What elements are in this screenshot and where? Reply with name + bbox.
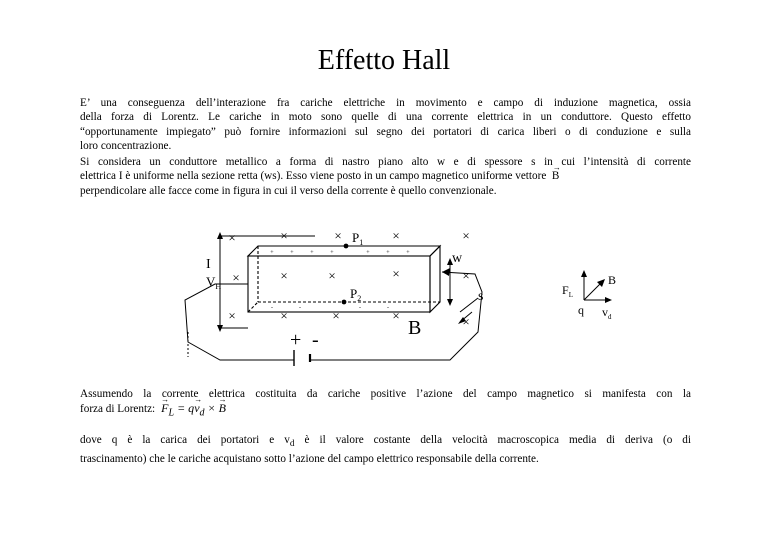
- minus-charge: -: [299, 305, 301, 311]
- label-s: s: [478, 289, 484, 304]
- lorentz-formula: [161, 401, 226, 419]
- field-cross: ×: [332, 308, 340, 323]
- label-w: w: [452, 251, 463, 266]
- label-i: I: [206, 257, 211, 272]
- label-p1: $P_1$: [352, 230, 364, 247]
- field-cross: ×: [280, 268, 288, 283]
- setup-line: perpendicolare alle facce come in figura in cui il verso della corrente è quello convenzionale.: [80, 184, 497, 197]
- minus-charge: -: [359, 305, 361, 311]
- field-cross: ×: [228, 308, 236, 323]
- intro-line: della forza di Lorentz. Le cariche in moto sono quelle di una corrente elettrica in un conduttore. Questo effetto: [80, 111, 691, 124]
- charge-text-b: è il valore costante della velocità macroscopica media di deriva (o di: [294, 434, 692, 446]
- minus-charge: -: [271, 305, 273, 311]
- plus-charge: +: [270, 250, 274, 256]
- charge-text-a: dove q è la carica dei portatori e v: [80, 434, 290, 446]
- field-cross: ×: [280, 228, 288, 243]
- point-p1: [344, 244, 349, 249]
- current-arrow: [442, 268, 450, 276]
- lorentz-paragraph: [80, 387, 691, 421]
- force-inset: [584, 274, 608, 300]
- plus-charge: +: [406, 250, 410, 256]
- charge-paragraph: [80, 433, 691, 466]
- plus-charge: +: [310, 250, 314, 256]
- field-cross: ×: [232, 270, 240, 285]
- lorentz-label: forza di Lorentz:: [80, 403, 156, 416]
- label-vh: $V_H$: [206, 274, 222, 291]
- field-cross: ×: [462, 228, 470, 243]
- setup-line: [80, 169, 691, 183]
- battery-plus: +: [290, 329, 302, 351]
- formula-v-sub: d: [199, 407, 205, 419]
- label-b: B: [408, 317, 422, 339]
- lorentz-line: Assumendo la corrente elettrica costituita da cariche positive l’azione del campo magnetico si manifesta con la: [80, 388, 691, 400]
- plus-charge: +: [330, 250, 334, 256]
- field-cross: ×: [228, 230, 236, 245]
- field-cross: ×: [392, 308, 400, 323]
- plus-charge: +: [290, 250, 294, 256]
- formula-cross: ×: [204, 401, 219, 416]
- field-cross: ×: [280, 308, 288, 323]
- intro-line: loro concentrazione.: [80, 140, 172, 153]
- field-cross: ×: [328, 268, 336, 283]
- inset-b: B: [608, 273, 617, 287]
- setup-line: Si considera un conduttore metallico a forma di nastro piano alto w e di spessore s in cui l’intensità di corrente: [80, 156, 691, 168]
- intro-paragraph: [80, 96, 691, 154]
- formula-f: → F: [161, 401, 168, 415]
- plus-charge: +: [366, 250, 370, 256]
- inset-q: q: [578, 303, 584, 317]
- formula-f-sub: L: [168, 407, 175, 419]
- formula-b: → B: [219, 401, 226, 415]
- field-cross: ×: [392, 228, 400, 243]
- lorentz-line: [80, 401, 691, 421]
- hall-effect-figure: [160, 222, 640, 382]
- charge-sub: d: [289, 439, 295, 450]
- intro-line: “opportunamente impiegato” può fornire informazioni sul segno dei portatori di carica liberi o di conduzione e sulla: [80, 125, 691, 138]
- label-p2: $P_2$: [350, 286, 362, 303]
- minus-charge: -: [387, 305, 389, 311]
- setup-line-text: elettrica I è uniforme nella sezione retta (ws). Esso viene posto in un campo magnetico uniforme vettore: [80, 170, 547, 183]
- charge-line: trascinamento) che le cariche acquistano sotto l’azione del campo elettrico responsabile della corrente.: [80, 452, 539, 465]
- battery-minus: -: [312, 329, 319, 351]
- page-title: Effetto Hall: [317, 45, 451, 76]
- field-crosses: [228, 228, 469, 329]
- point-p2: [342, 300, 347, 305]
- field-cross: ×: [392, 266, 400, 281]
- plus-charge: +: [386, 250, 390, 256]
- field-cross: ×: [462, 314, 470, 329]
- formula-eq: = q: [174, 401, 195, 416]
- b-vector-symbol: → B: [552, 169, 559, 183]
- charge-line: [80, 433, 691, 452]
- intro-line: E’ una conseguenza dell’interazione fra cariche elettriche in movimento e campo di induzione magnetica, ossia: [80, 97, 691, 109]
- formula-v: → v: [194, 401, 199, 415]
- inset-fl: $F_L$: [562, 283, 573, 299]
- setup-paragraph: [80, 155, 691, 198]
- field-cross: ×: [462, 268, 470, 283]
- field-cross: ×: [334, 228, 342, 243]
- inset-vd: $v_d$: [602, 305, 612, 321]
